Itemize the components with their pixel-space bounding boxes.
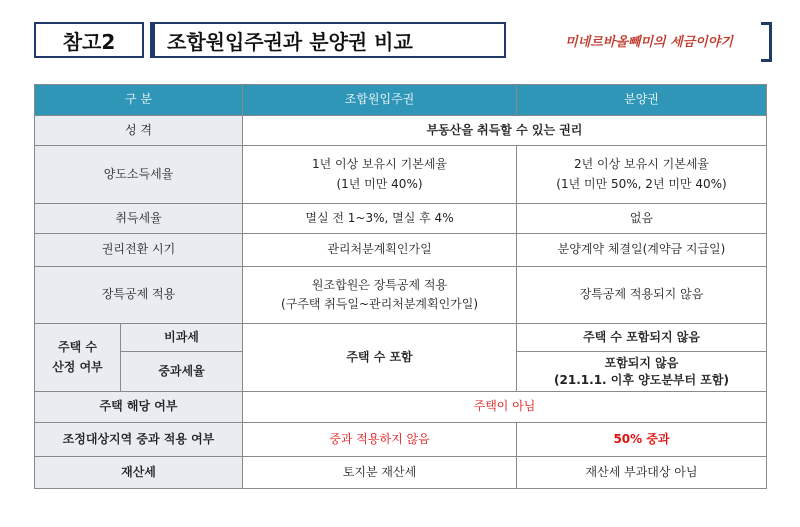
page-title-text: 조합원입주권과 분양권 비교 <box>167 29 413 54</box>
table-cell: 관리처분계획인가일 <box>243 234 517 267</box>
table-row <box>35 146 767 204</box>
table-cell: 주택이 아님 <box>243 392 767 423</box>
col-header-category: 구 분 <box>35 85 243 116</box>
cell-line: (구주택 취득일~관리처분계획인가일) <box>280 297 479 311</box>
row-label: 취득세율 <box>35 204 243 234</box>
brand-caption <box>526 22 772 58</box>
col-header-membership-right: 조합원입주권 <box>243 85 517 116</box>
table-cell: 재산세 부과대상 아님 <box>517 457 767 489</box>
cell-line: 2년 이상 보유시 기본세율 <box>574 157 709 172</box>
table-cell: 50% 중과 <box>517 423 767 457</box>
table-cell: 토지분 재산세 <box>243 457 517 489</box>
table-cell: 부동산을 취득할 수 있는 권리 <box>243 116 767 146</box>
table-cell <box>517 146 767 204</box>
col-header-presale-right: 분양권 <box>517 85 767 116</box>
cell-line: (21.1.1. 이후 양도분부터 포함) <box>554 372 729 387</box>
row-label: 조정대상지역 중과 적용 여부 <box>35 423 243 457</box>
row-sublabel: 비과세 <box>121 324 243 352</box>
table-cell: 분양계약 체결일(계약금 지급일) <box>517 234 767 267</box>
bracket-decoration <box>761 22 772 62</box>
table-cell: 주택 수 포함되지 않음 <box>517 324 767 352</box>
table-cell <box>517 352 767 392</box>
cell-line: 주택 수 <box>58 340 97 355</box>
brand-caption-text: 미네르바올빼미의 세금이야기 <box>565 34 733 50</box>
reference-label <box>34 22 144 58</box>
cell-line: 1년 이상 보유시 기본세율 <box>312 157 447 172</box>
table-header-row <box>35 85 767 116</box>
table-cell: 장특공제 적용되지 않음 <box>517 267 767 324</box>
row-label: 양도소득세율 <box>35 146 243 204</box>
page-title <box>150 22 506 58</box>
table-row <box>35 457 767 489</box>
row-label: 권리전환 시기 <box>35 234 243 267</box>
table-cell: 멸실 전 1~3%, 멸실 후 4% <box>243 204 517 234</box>
row-label: 성 격 <box>35 116 243 146</box>
table-row <box>35 392 767 423</box>
cell-line: (1년 미만 40%) <box>336 176 423 191</box>
row-label: 주택 해당 여부 <box>35 392 243 423</box>
cell-line: (1년 미만 50%, 2년 미만 40%) <box>556 176 727 191</box>
table-cell: 없음 <box>517 204 767 234</box>
table-row <box>35 423 767 457</box>
row-group-label <box>35 324 121 392</box>
table-row <box>35 234 767 267</box>
row-label: 장특공제 적용 <box>35 267 243 324</box>
cell-line: 포함되지 않음 <box>604 356 679 371</box>
table-cell <box>243 146 517 204</box>
table-row <box>35 116 767 146</box>
cell-line: 산정 여부 <box>52 359 103 374</box>
reference-label-text: 참고2 <box>62 29 116 54</box>
row-label: 재산세 <box>35 457 243 489</box>
table-row <box>35 204 767 234</box>
table-row <box>35 324 767 352</box>
table-cell: 중과 적용하지 않음 <box>243 423 517 457</box>
cell-line: 원조합원은 장특공제 적용 <box>311 277 448 292</box>
table-row <box>35 267 767 324</box>
row-sublabel: 중과세율 <box>121 352 243 392</box>
table-cell <box>243 267 517 324</box>
table-cell: 주택 수 포함 <box>243 324 517 392</box>
comparison-table <box>34 84 767 489</box>
